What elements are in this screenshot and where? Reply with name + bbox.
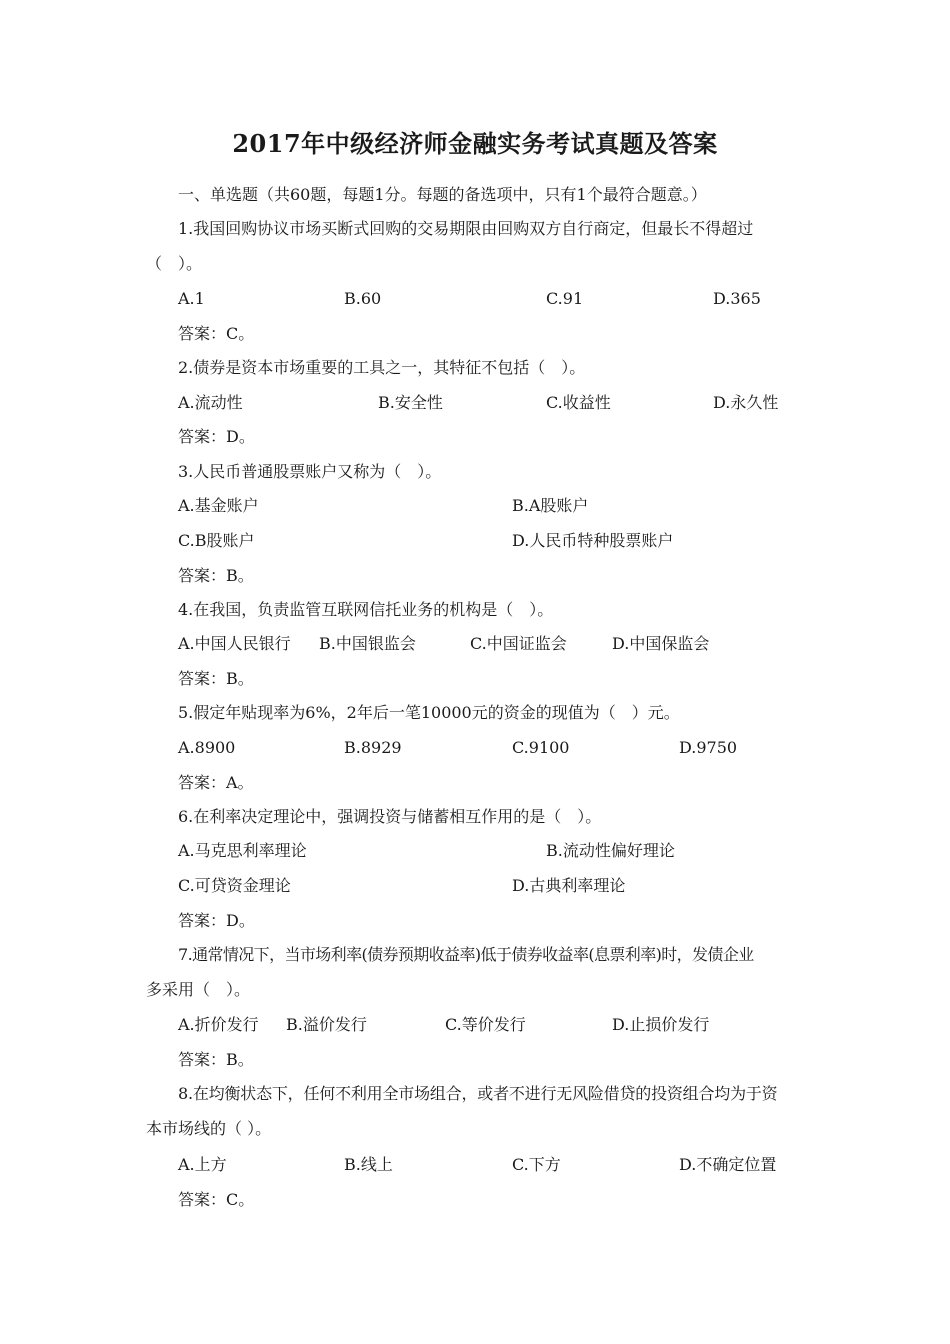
question-3-option-d: D.人民币特种股票账户 xyxy=(512,531,674,550)
question-1-option-a: A.1 xyxy=(178,289,205,308)
question-2-answer: 答案：D。 xyxy=(178,427,255,446)
question-7-option-a: A.折价发行 xyxy=(178,1015,259,1034)
question-4-option-b: B.中国银监会 xyxy=(319,634,416,653)
question-2-option-a: A.流动性 xyxy=(178,393,243,412)
question-3-option-b: B.A股账户 xyxy=(512,496,589,515)
question-6-option-b: B.流动性偏好理论 xyxy=(546,841,675,860)
question-1-option-b: B.60 xyxy=(344,289,382,308)
question-5-answer: 答案：A。 xyxy=(178,773,254,792)
question-3-answer: 答案：B。 xyxy=(178,566,254,585)
question-7-option-d: D.止损价发行 xyxy=(612,1015,710,1034)
question-5-option-d: D.9750 xyxy=(679,738,738,757)
question-8-option-a: A.上方 xyxy=(178,1155,227,1174)
question-6-stem: 6.在利率决定理论中，强调投资与储蓄相互作用的是（ ）。 xyxy=(178,807,602,826)
question-7-option-c: C.等价发行 xyxy=(445,1015,526,1034)
question-8-option-c: C.下方 xyxy=(512,1155,561,1174)
question-2-option-b: B.安全性 xyxy=(378,393,443,412)
question-4-option-a: A.中国人民银行 xyxy=(178,634,291,653)
question-3-option-c: C.B股账户 xyxy=(178,531,255,550)
question-5-option-c: C.9100 xyxy=(512,738,570,757)
question-6-answer: 答案：D。 xyxy=(178,911,255,930)
document-title: 2017年中级经济师金融实务考试真题及答案 xyxy=(232,129,718,158)
question-2-option-c: C.收益性 xyxy=(546,393,611,412)
question-6-option-a: A.马克思利率理论 xyxy=(178,841,307,860)
question-3-option-a: A.基金账户 xyxy=(178,496,259,515)
question-5-option-b: B.8929 xyxy=(344,738,402,757)
question-2-option-d: D.永久性 xyxy=(713,393,779,412)
question-4-option-d: D.中国保监会 xyxy=(612,634,710,653)
question-5-stem: 5.假定年贴现率为6%，2年后一笔10000元的资金的现值为（ ）元。 xyxy=(178,703,680,722)
question-6-option-c: C.可贷资金理论 xyxy=(178,876,291,895)
question-4-stem: 4.在我国，负责监管互联网信托业务的机构是（ ）。 xyxy=(178,600,554,619)
question-7-answer: 答案：B。 xyxy=(178,1050,254,1069)
question-8-stem-cont: 本市场线的（ ）。 xyxy=(146,1119,272,1138)
question-5-option-a: A.8900 xyxy=(178,738,236,757)
question-8-option-d: D.不确定位置 xyxy=(679,1155,777,1174)
question-3-stem: 3.人民币普通股票账户又称为（ ）。 xyxy=(178,462,442,481)
question-7-option-b: B.溢价发行 xyxy=(286,1015,367,1034)
question-1-option-c: C.91 xyxy=(546,289,584,308)
question-1-stem: 1.我国回购协议市场买断式回购的交易期限由回购双方自行商定，但最长不得超过 xyxy=(178,219,754,238)
question-8-stem: 8.在均衡状态下，任何不利用全市场组合，或者不进行无风险借贷的投资组合均为于资 xyxy=(178,1084,778,1103)
question-2-stem: 2.债券是资本市场重要的工具之一，其特征不包括（ ）。 xyxy=(178,358,586,377)
question-7-stem-cont: 多采用（ ）。 xyxy=(146,980,251,999)
question-4-option-c: C.中国证监会 xyxy=(470,634,567,653)
question-8-answer: 答案：C。 xyxy=(178,1190,255,1209)
question-1-answer: 答案：C。 xyxy=(178,324,255,343)
question-1-stem-cont: （ ）。 xyxy=(146,254,203,273)
question-6-option-d: D.古典利率理论 xyxy=(512,876,626,895)
question-4-answer: 答案：B。 xyxy=(178,669,254,688)
section-heading: 一、单选题（共60题，每题1分。每题的备选项中，只有1个最符合题意。） xyxy=(178,185,707,204)
question-1-option-d: D.365 xyxy=(713,289,761,308)
question-8-option-b: B.线上 xyxy=(344,1155,393,1174)
question-7-stem: 7.通常情况下，当市场利率(债券预期收益率)低于债券收益率(息票利率)时，发债企业 xyxy=(178,945,754,964)
